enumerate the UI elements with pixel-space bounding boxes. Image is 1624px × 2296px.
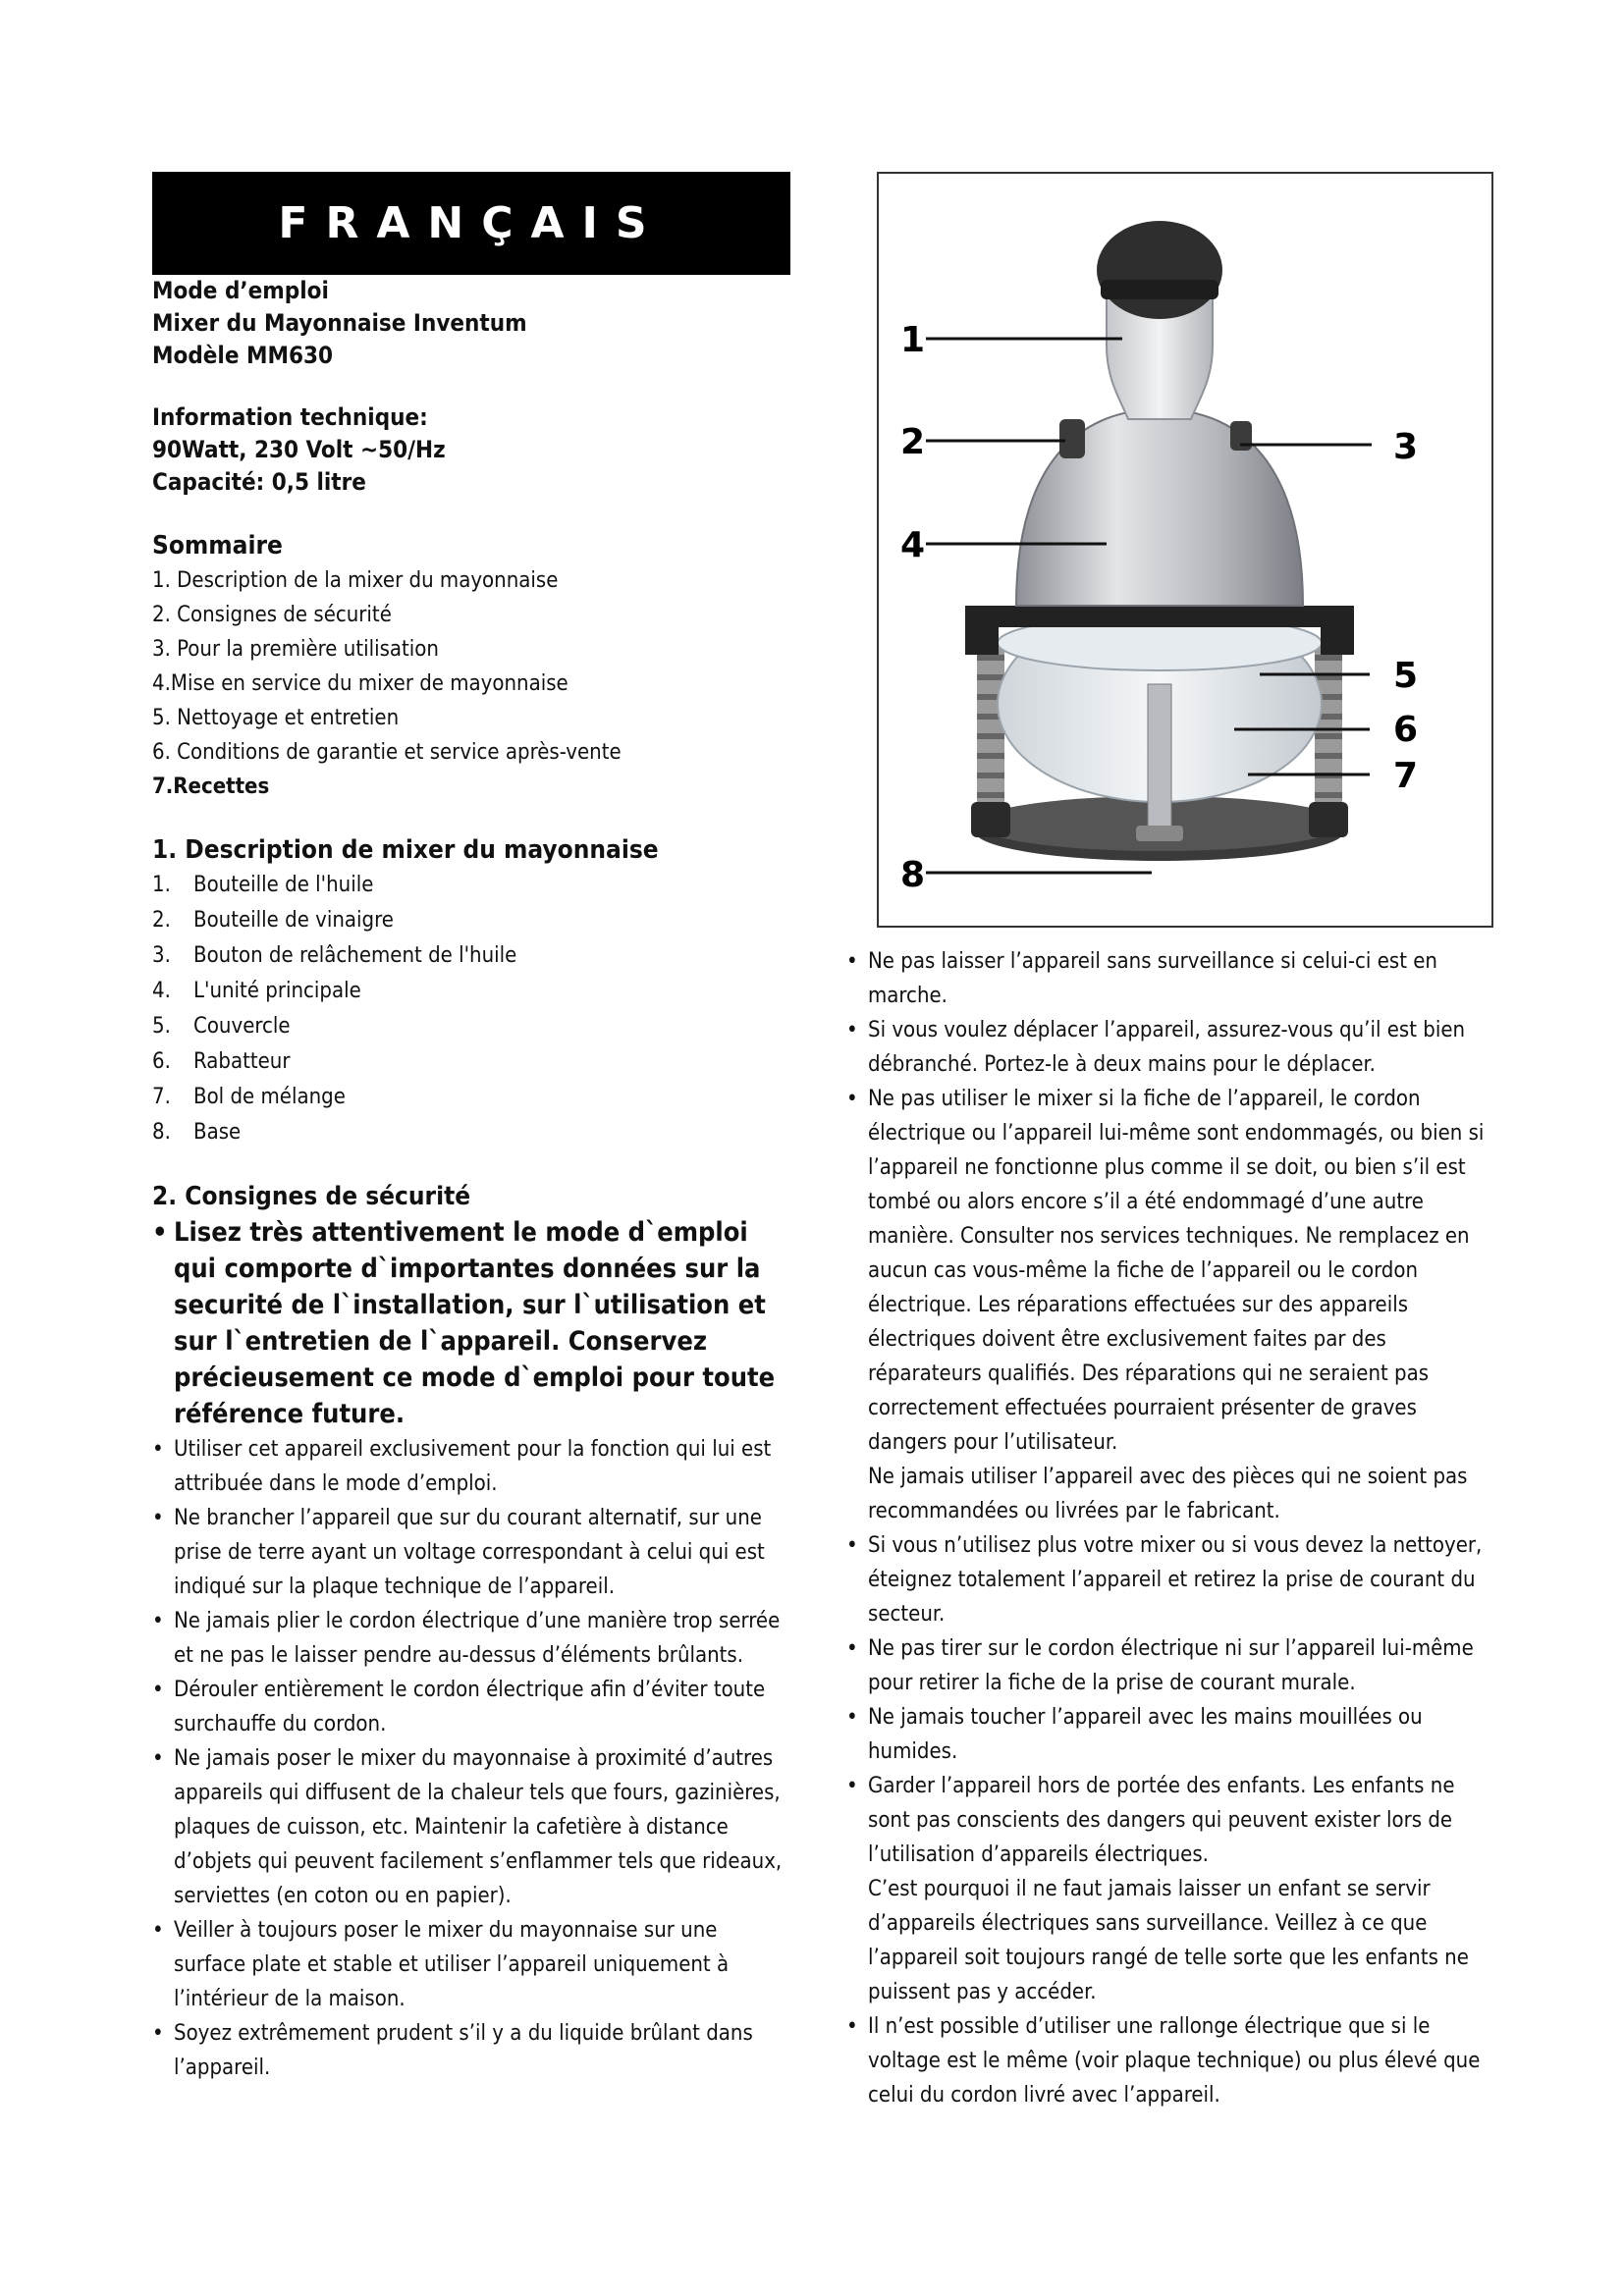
- left-spring: [977, 645, 1004, 822]
- callout-8: 8: [900, 855, 926, 895]
- safety-bullet: • Utiliser cet appareil exclusivement pour la fonction qui lui est attribuée dans le mode d’emploi.: [152, 1432, 790, 1501]
- safety-paragraph: Ne jamais utiliser l’appareil avec des pièces qui ne soient pas recommandées ou livrées par le fabricant.: [868, 1465, 1468, 1523]
- tech-title: Information technique:: [152, 403, 428, 431]
- summary-item-recipes: 7.Recettes: [152, 774, 270, 799]
- summary-title: Sommaire: [152, 531, 283, 561]
- safety-bullet: • Ne pas tirer sur le cordon électrique ni sur l’appareil lui-même pour retirer la fiche de la prise de courant murale.: [846, 1631, 1485, 1700]
- summary-item: 4.Mise en service du mixer de mayonnaise: [152, 671, 568, 696]
- section1-title: 1. Description de mixer du mayonnaise: [152, 835, 659, 865]
- callout-6: 6: [1393, 710, 1419, 750]
- product-figure: [877, 172, 1493, 928]
- main-unit: [1016, 409, 1303, 606]
- safety-bullet: • Ne jamais toucher l’appareil avec les mains mouillées ou humides.: [846, 1700, 1485, 1769]
- safety-bullet: • Si vous n’utilisez plus votre mixer ou si vous devez la nettoyer, éteignez totalement l’appareil et retirez la prise de courant du secteur.: [846, 1528, 1485, 1631]
- safety-bullet: • Il n’est possible d’utiliser une rallonge électrique que si le voltage est le même (voir plaque technique) ou plus élevé que celui du cordon livré avec l’appareil.: [846, 2009, 1485, 2112]
- tech-power: 90Watt, 230 Volt ~50/Hz: [152, 436, 446, 463]
- header-line-1: Mode d’emploi: [152, 277, 329, 304]
- section2-title: 2. Consignes de sécurité: [152, 1182, 471, 1211]
- bottle-cap: [1097, 221, 1222, 319]
- safety-bullet: • Si vous voulez déplacer l’appareil, assurez-vous qu’il est bien débranché. Portez-le à deux mains pour le déplacer.: [846, 1013, 1485, 1082]
- safety-bullet: • Garder l’appareil hors de portée des enfants. Les enfants ne sont pas conscients des dangers qui peuvent exister lors de l’utilisation d’appareils électriques.: [846, 1769, 1485, 1872]
- summary-item: 3. Pour la première utilisation: [152, 637, 439, 662]
- safety-bullet: • Veiller à toujours poser le mixer du mayonnaise sur une surface plate et stable et utiliser l’appareil uniquement à l’intérieur de la maison.: [152, 1913, 790, 2016]
- header-line-2: Mixer du Mayonnaise Inventum: [152, 309, 527, 337]
- header-line-3: Modèle MM630: [152, 342, 334, 369]
- callout-5: 5: [1393, 656, 1419, 696]
- safety-bullet: • Ne jamais poser le mixer du mayonnaise à proximité d’autres appareils qui diffusent de la chaleur tels que fours, gazinières, plaques de cuisson, etc. Maintenir la cafetière à distance d’objets qui peuvent facilement s’enflammer tels que rideaux, serviettes (en coton ou en papier).: [152, 1741, 790, 1913]
- right-column: [846, 944, 1485, 2112]
- summary-item: 2. Consignes de sécurité: [152, 603, 392, 627]
- summary-item: 1. Description de la mixer du mayonnaise: [152, 568, 559, 593]
- part-item: 1. Bouteille de l'huile: [152, 873, 374, 897]
- safety-bullet: • Ne brancher l’appareil que sur du courant alternatif, sur une prise de terre ayant un voltage correspondant à celui qui est indiqué sur la plaque technique de l’appareil.: [152, 1501, 790, 1604]
- right-spring: [1315, 645, 1342, 822]
- summary-item: 5. Nettoyage et entretien: [152, 706, 400, 730]
- part-item: 4. L'unité principale: [152, 979, 361, 1003]
- callout-2: 2: [900, 422, 926, 462]
- safety-bullet: • Dérouler entièrement le cordon électrique afin d’éviter toute surchauffe du cordon.: [152, 1673, 790, 1741]
- safety-bullet: • Soyez extrêmement prudent s’il y a du liquide brûlant dans l’appareil.: [152, 2016, 790, 2085]
- part-item: 3. Bouton de relâchement de l'huile: [152, 943, 517, 968]
- part-item: 7. Bol de mélange: [152, 1085, 346, 1109]
- part-item: 5. Couvercle: [152, 1014, 291, 1039]
- tech-capacity: Capacité: 0,5 litre: [152, 468, 366, 496]
- part-item: 8. Base: [152, 1120, 242, 1145]
- safety-bullet: • Ne pas utiliser le mixer si la fiche de l’appareil, le cordon électrique ou l’appareil lui-même sont endommagés, ou bien si l’appareil ne fonctionne plus comme il se doit, ou bien s’il est tombé ou alors encore s’il a été endommagé d’une autre manière. Consulter nos services techniques. Ne remplacez en aucun cas vous-même la fiche de l’appareil ou le cordon électrique. Les réparations effectuées sur des appareils électriques doivent être exclusivement faites par des réparateurs qualifiés. Des réparations qui ne seraient pas correctement effectuées pourraient présenter de graves dangers pour l’utilisateur.: [846, 1082, 1485, 1460]
- part-item: 6. Rabatteur: [152, 1049, 291, 1074]
- safety-paragraph: C’est pourquoi il ne faut jamais laisser un enfant se servir d’appareils électriques sans surveillance. Veillez à ce que l’appareil soit toujours rangé de telle sorte que les enfants ne puissent pas y accéder.: [868, 1877, 1469, 2004]
- safety-lead: • Lisez très attentivement le mode d`emploi qui comporte d`importantes données sur la securité de l`installation, sur l`utilisation et sur l`entretien de l`appareil. Conservez précieusement ce mode d`emploi pour toute référence future.: [152, 1214, 790, 1432]
- left-column: [152, 275, 790, 2085]
- callout-7: 7: [1393, 756, 1419, 796]
- summary-item: 6. Conditions de garantie et service après-vente: [152, 740, 622, 765]
- callout-1: 1: [900, 320, 926, 360]
- language-banner: FRANÇAIS: [152, 172, 790, 275]
- safety-bullet: • Ne jamais plier le cordon électrique d’une manière trop serrée et ne pas le laisser pendre au-dessus d’éléments brûlants.: [152, 1604, 790, 1673]
- part-item: 2. Bouteille de vinaigre: [152, 908, 394, 933]
- parts-list: [152, 868, 790, 1150]
- mixer-illustration: [879, 174, 1491, 926]
- callout-4: 4: [900, 525, 926, 565]
- safety-bullet: • Ne pas laisser l’appareil sans surveillance si celui-ci est en marche.: [846, 944, 1485, 1013]
- callout-3: 3: [1393, 427, 1419, 467]
- vinegar-bottle: [1059, 419, 1085, 458]
